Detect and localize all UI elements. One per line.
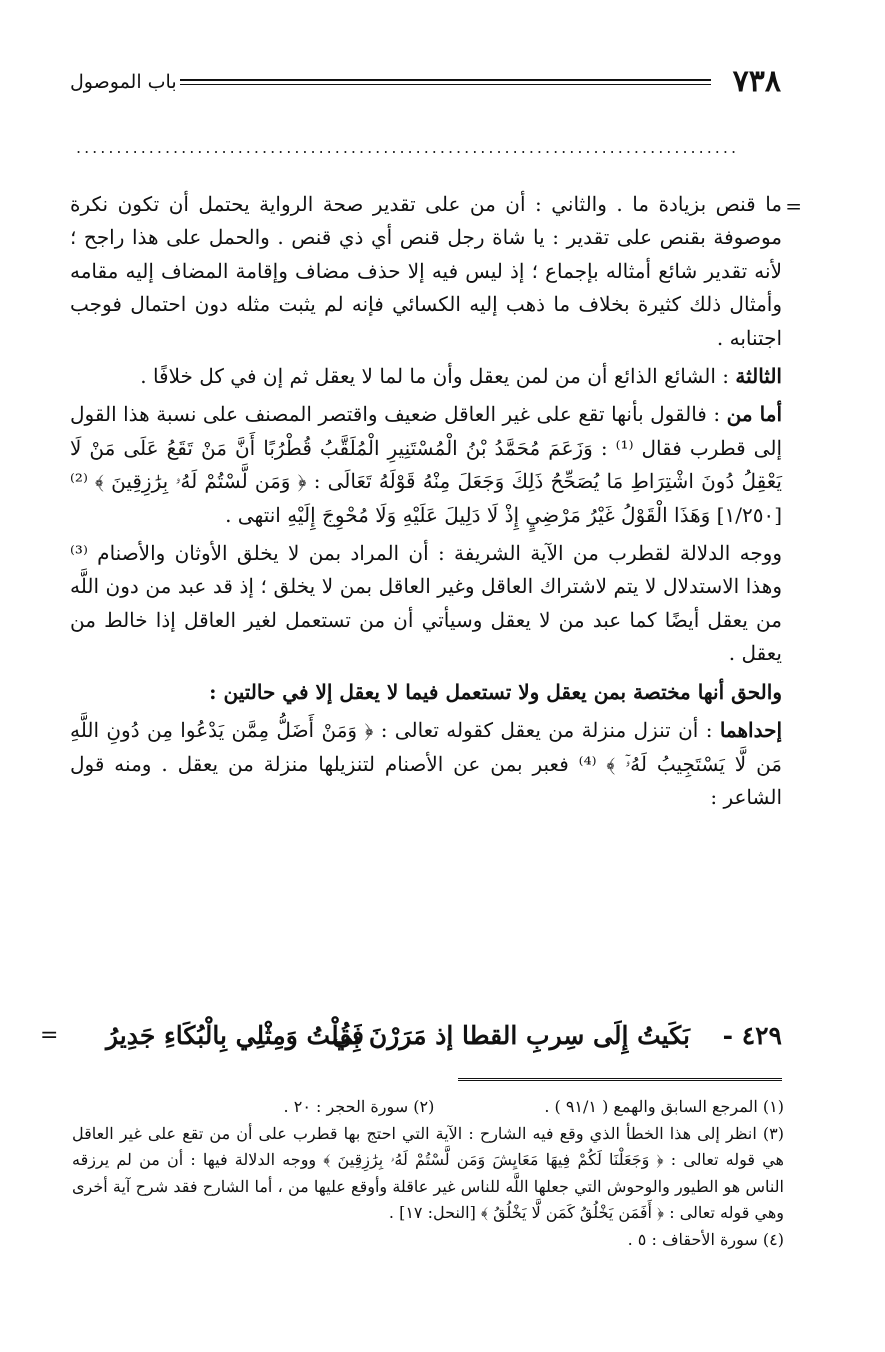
dotted-separator: .................................................................................. bbox=[76, 138, 740, 157]
footnote-2: (٢) سورة الحجر : ٢٠ . bbox=[283, 1097, 435, 1116]
quran-verse: ﴿ وَمَنْ أَضَلُّ مِمَّن يَدْعُوا مِن دُونِ اللَّهِ مَن لَّا يَسْتَجِيبُ لَهُۥٓ ﴾ bbox=[70, 718, 783, 776]
footnote-4: (٤) سورة الأحقاف : ٥ . bbox=[627, 1229, 784, 1249]
quoted-matn: وَزَعَمَ مُحَمَّدُ بْنُ الْمُسْتَنِيرِ الْمُلَقَّبُ قُطْرُبًا أَنَّ مَنْ تَقَعُ عَلَى مَنْ لَا يَعْقِلُ دُونَ اشْتِرَاطِ مَا يُصَحِّحُ ذَلِكَ وَجَعَلَ مِنْهُ قَوْلَهُ تَعَالَى : ﴿ وَمَن لَّسْتُمْ لَهُۥ بِرَٰزِقِينَ ﴾ ⁽²⁾ [١/٢٥٠] وَهَذَا الْقَوْلُ غَيْرُ مَرْضِيٍ إِذْ لَا دَلِيلَ عَلَيْهِ وَلَا مُحْوِجَ إِلَيْهِ انتهى . bbox=[70, 435, 782, 527]
paragraph-3-text: : فالقول بأنها تقع على غير العاقل ضعيف واقتصر المصنف على نسبة هذا القول إلى قطرب فقال ⁽¹⁾ : bbox=[70, 402, 782, 460]
paragraph-2-text: : الشائع الذائع أن من لمن يعقل وأن ما لما لا يعقل ثم إن في كل خلافًا . bbox=[140, 364, 736, 389]
paragraph-3 bbox=[70, 398, 782, 532]
continuation-mark: = bbox=[785, 194, 802, 218]
paragraph-2-lead: الثالثة bbox=[735, 364, 782, 389]
page-number: ٧٣٨ bbox=[732, 64, 781, 99]
paragraph-4: ووجه الدلالة لقطرب من الآية الشريفة : أن المراد بمن لا يخلق الأوثان والأصنام ⁽³⁾ وهذا الاستدلال لا يتم لاشتراك العاقل وغير العاقل بمن لا يخلق ؛ إذ قد عبد من دون اللَّه من يعقل أيضًا كما عبد من لا يعقل وسيأتي أن من تستعمل لغير العاقل إذا خالط من يعقل . bbox=[70, 541, 782, 666]
footnotes bbox=[72, 1094, 784, 1253]
first-hemistich: بَكَيتُ إِلَى سِربِ القطا إذ مَرَرْنَ بِي bbox=[332, 1021, 690, 1050]
footnote-row bbox=[72, 1094, 784, 1121]
paragraph-6-text: : أن تنزل منزلة من يعقل كقوله تعالى : bbox=[373, 718, 720, 743]
paragraph-6-lead: إحداهما bbox=[719, 718, 783, 743]
footnote-rule bbox=[458, 1078, 782, 1084]
chapter-title: باب الموصول bbox=[70, 71, 177, 93]
paragraph-5: والحق أنها مختصة بمن يعقل ولا تستعمل فيما لا يعقل إلا في حالتين : bbox=[209, 679, 782, 704]
header-rule bbox=[180, 79, 711, 85]
footnote-3: (٣) انظر إلى هذا الخطأ الذي وقع فيه الشارح : الآية التي احتج بها قطرب على أن من تقع على غير العاقل هي قوله تعالى : ﴿ وَجَعَلْنَا لَكُمْ فِيهَا مَعَايِشَ وَمَن لَّسْتُمْ لَهُۥ بِرَٰزِقِينَ ﴾ ووجه الدلالة فيها : أن من لم يرزقه الناس هو الطيور والوحوش التي جعلها اللَّه للناس غير عاقلة وأوقع عليها من ، أما الشارح فقد شرح آية أخرى وهي قوله تعالى : ﴿ أَفَمَن يَخْلُقُ كَمَن لَّا يَخْلُقُ ﴾ [النحل: ١٧] . bbox=[72, 1123, 784, 1222]
second-hemistich: فَقُلْتُ وَمِثْلِي بِالْبُكَاءِ جَدِيرُ bbox=[106, 1021, 364, 1050]
verse-number: ٤٢٩ - bbox=[722, 1021, 782, 1050]
footnote-1: (١) المرجع السابق والهمع ( ٩١/١ ) . bbox=[544, 1097, 784, 1116]
paragraph-6 bbox=[70, 714, 782, 814]
page-header bbox=[70, 62, 781, 102]
paragraph-1: ما قنص بزيادة ما . والثاني : أن من على تقدير صحة الرواية يحتمل أن تكون نكرة موصوفة بقنص على تقدير : يا شاة رجل قنص أي ذي قنص . والحمل على هذا راجح ؛ لأنه تقدير شائع أمثاله بإجماع ؛ إذ ليس فيه إلا حذف مضاف وإقامة المضاف إليه مقامه وأمثال ذلك كثيرة بخلاف ما ذهب إليه الكسائي فإنه لم يثبت مثله دون احتمال فوجب اجتنابه . bbox=[70, 192, 782, 350]
verse-continuation-mark: = bbox=[40, 1023, 59, 1048]
paragraph-3-lead: أما من bbox=[726, 402, 782, 427]
poetry-verse bbox=[40, 1012, 782, 1060]
main-text bbox=[70, 188, 802, 819]
paragraph-2 bbox=[70, 360, 782, 393]
paragraph-6-end: ⁽⁴⁾ فعبر بمن عن الأصنام لتنزيلها منزلة من يعقل . ومنه قول الشاعر : bbox=[70, 751, 782, 809]
